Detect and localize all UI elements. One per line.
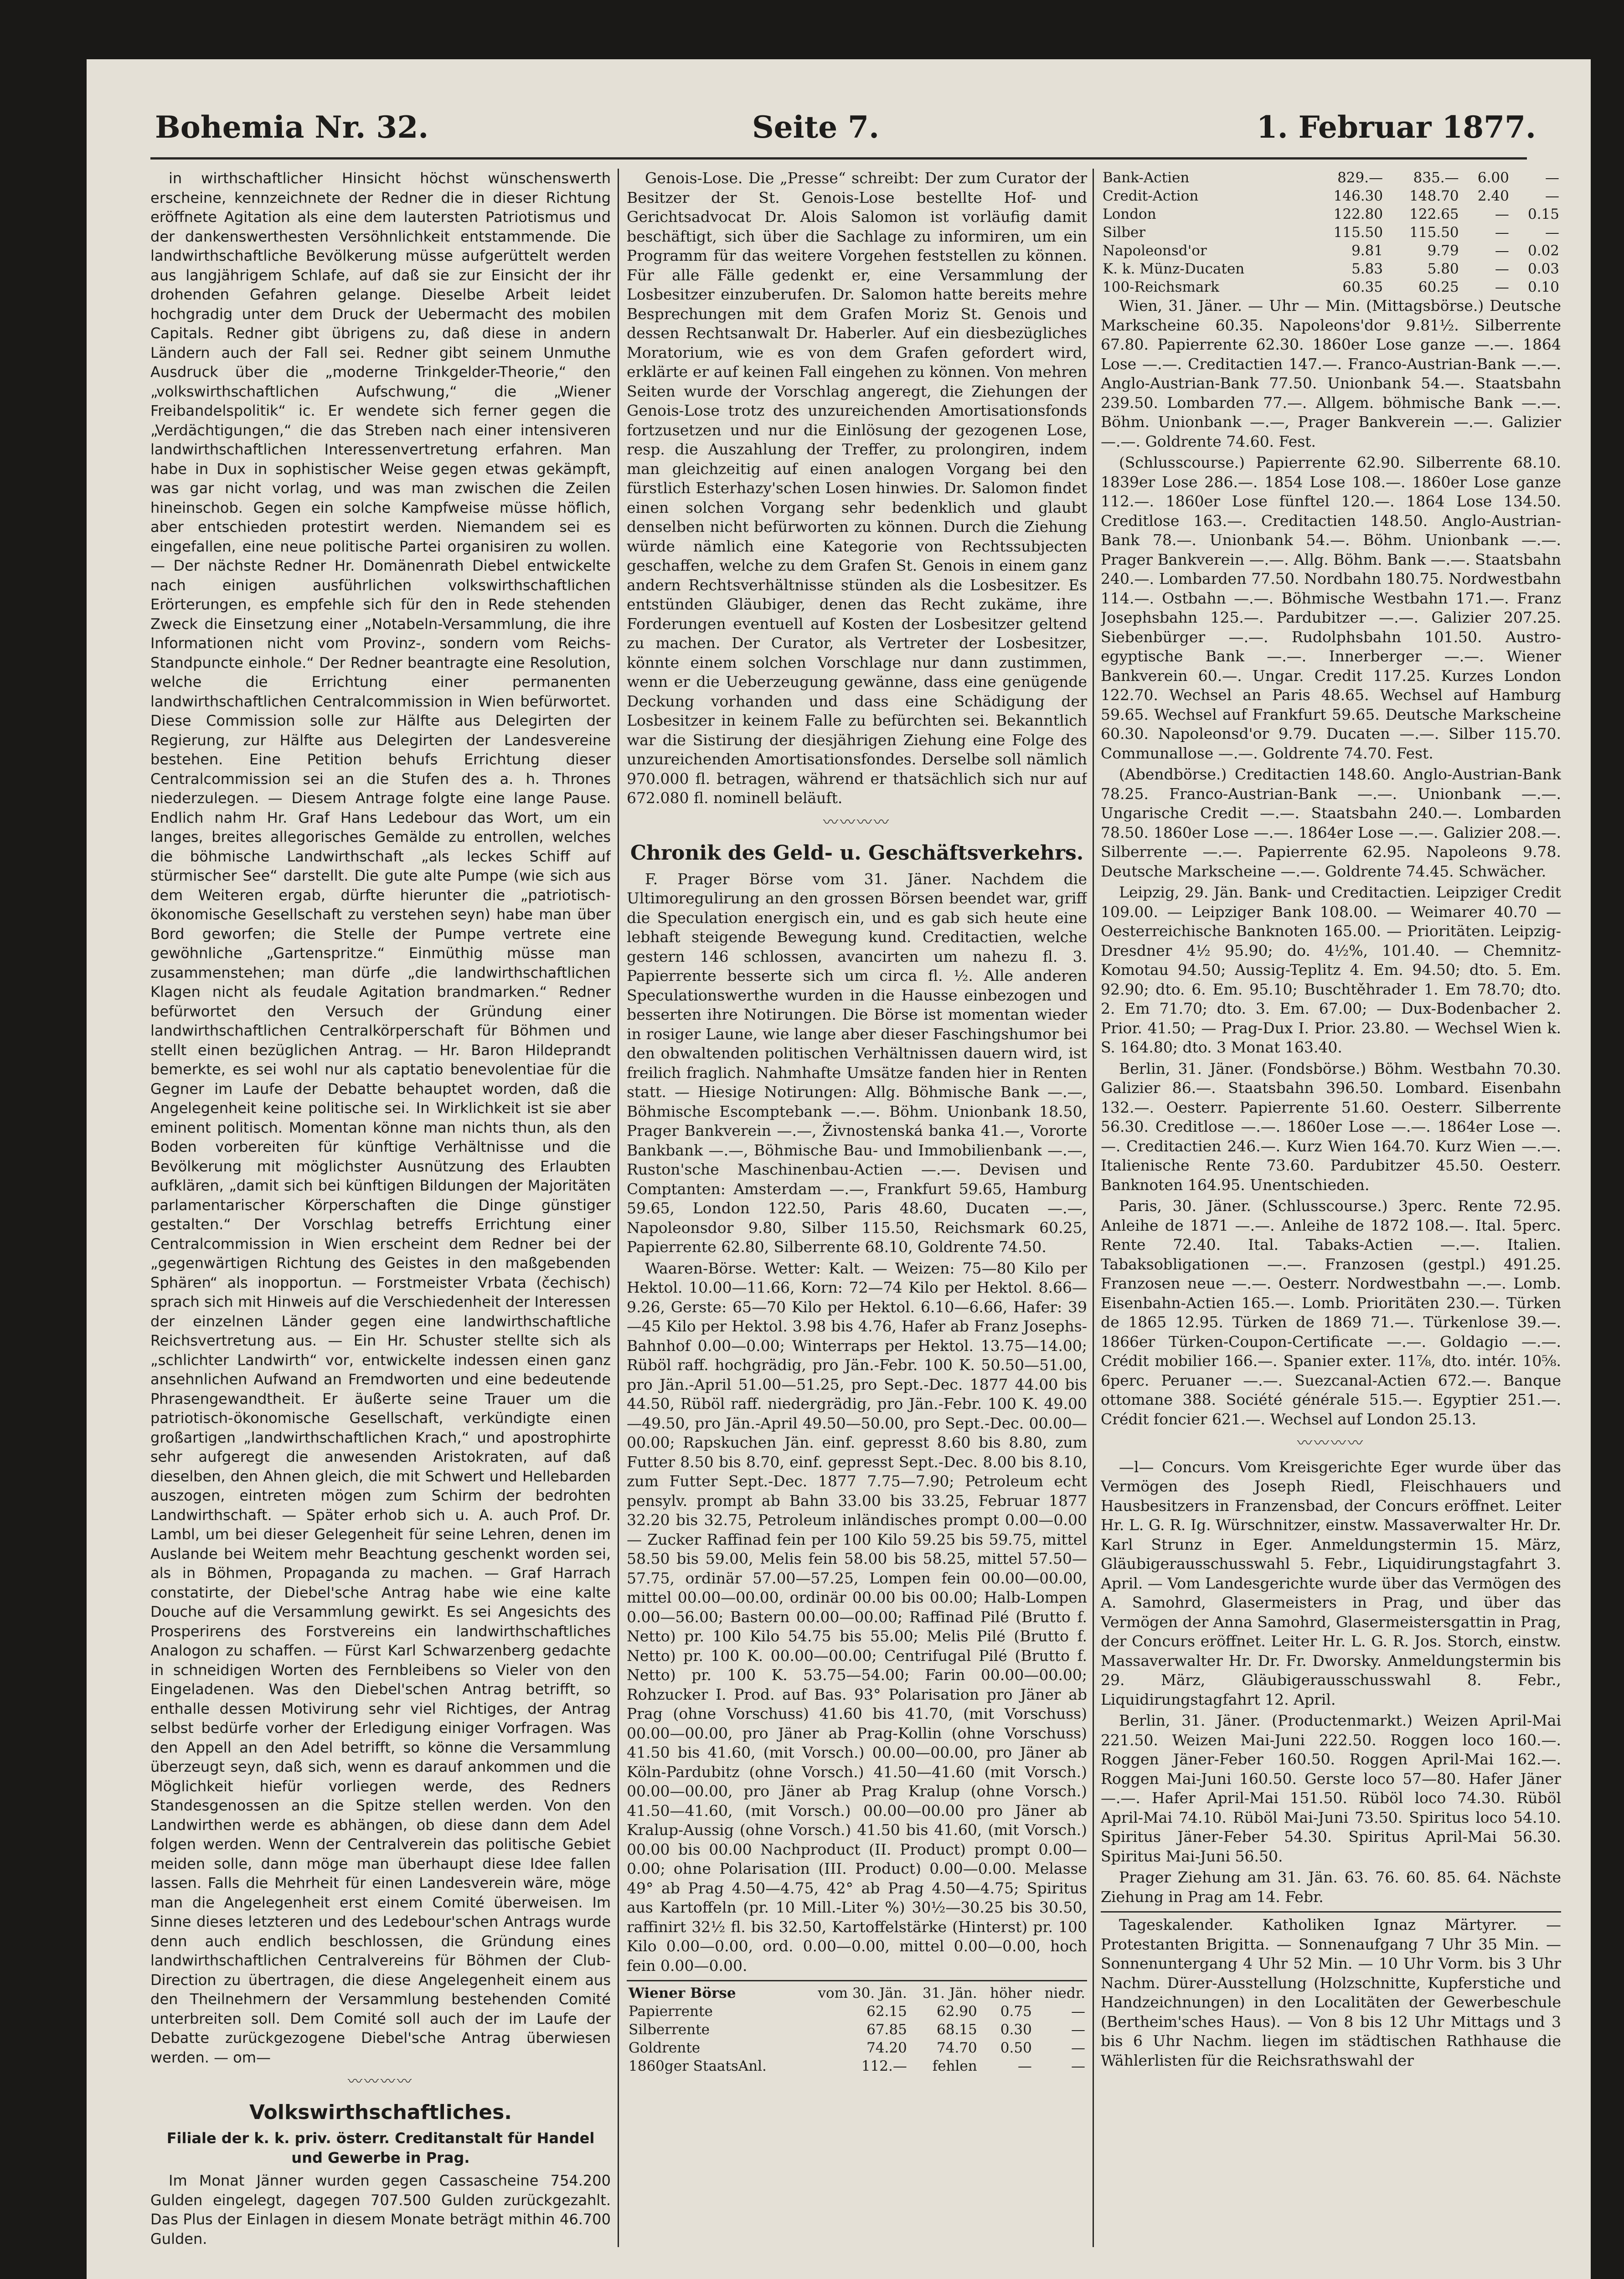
table-cell: 2.40 [1477,188,1509,204]
table-cell: 60.25 [1418,279,1459,295]
market-report: Paris, 30. Jäner. (Schlusscourse.) 3perc. Rente 72.95. Anleihe de 1871 —.—. Anleihe de 1872 108.—. Ital. 5perc. Rente 72.40. Ital. Tabaks-Actien —.—. Italien. Tabaksobligationen —.—. Franzosen (gestpl.) 491.25. Franzosen neue —.—. Oesterr. Nordwestbahn —.—. Lomb. Eisenbahn-Actien 165.—. Lomb. Prioritäten 230.—. Türken de 1865 12.95. Türken de 1869 71.—. Türkenlose 39.—. 1866er Türken-Coupon-Certificate —.—. Goldagio —.—. Crédit mobilier 166.—. Spanier exter. 11⅞, dto. intér. 10⅝. 6perc. Peruaner —.—. Suezcanal-Actien 672.—. Banque ottomane 388. Société générale 515.—. Egyptier 251.—. Crédit foncier 621.—. Wechsel auf London 25.13. [1101,1197,1561,1428]
table-cell: 829.— [1337,170,1383,186]
table-cell: Silberrente [629,2021,710,2038]
table-cell: 1860ger StaatsAnl. [629,2058,767,2074]
table-cell: Credit-Action [1103,188,1199,204]
table-cell: Goldrente [629,2040,701,2056]
wiener-boerse-table [627,1980,1087,2075]
article-title: Filiale der k. k. priv. österr. Creditanstalt für Handel und Gewerbe in Prag. [166,2129,595,2166]
concurs-notice: —l— Concurs. Vom Kreisgerichte Eger wurde über das Vermögen des Joseph Riedl, Fleischhauers und Hausbesitzers in Franzensbad, der Concurs eröffnet. Leiter Hr. L. G. R. Ig. Würschnitzer, einstw. Massaverwalter Hr. Dr. Karl Strunz in Eger. Anmeldungstermin 15. März, Gläubigerausschusswahl 5. Febr., Liquidirungstagfahrt 3. April. — Vom Landesgerichte wurde über das Vermögen des A. Samohrd, Glasermeisters in Prag, und über das Vermögen der Anna Samohrd, Glasermeistersgattin in Prag, der Concurs eröffnet. Leiter Hr. L. G. R. Jos. Storch, einstw. Massaverwalter Hr. Dr. Fr. Dworsky. Anmeldungstermin bis 29. März, Gläubigerausschusswahl 8. Febr., Liquidirungstagfahrt 12. April. [1101,1458,1561,1708]
table-cell: 115.50 [1333,224,1383,241]
table-cell: — [1545,188,1559,204]
table-row [1101,187,1561,205]
market-report: Leipzig, 29. Jän. Bank- und Creditactien. Leipziger Credit 109.00. — Leipziger Bank 108.00. — Weimarer 40.70 — Oesterreichische Banknoten 165.00. — Prioritäten. Leipzig-Dresdner 4½ 95.90; do. 4½%, 101.40. — Chemnitz-Komotau 94.50; Aussig-Teplitz 4. Em. 94.50; dto. 5. Em. 92.90; dto. 6. Em. 95.10; Buschtěhrader 1. Em 78.70; dto. 2. Em 71.70; dto. 3. Em. 67.00; — Dux-Bodenbacher 2. Prior. 41.50; — Prag-Dux I. Prior. 23.80. — Wechsel Wien k. S. 164.80; dto. 3 Monat 163.40. [1101,883,1561,1056]
separator: 〰〰〰〰 [1297,1434,1365,1452]
table-cell: 62.15 [866,2003,907,2020]
column-3 [1101,169,1561,2256]
table-cell: — [1545,170,1559,186]
table-cell: 0.50 [1000,2040,1032,2056]
table-row [627,2057,1087,2075]
column-1 [150,169,611,2256]
table-row [627,2002,1087,2021]
table-cell: — [1017,2058,1032,2074]
table-title: Wiener Börse [629,1985,736,2001]
table-cell: 68.15 [937,2021,977,2038]
article-text: Waaren-Börse. Wetter: Kalt. — Weizen: 75—80 Kilo per Hektol. 10.00—11.66, Korn: 72—74 Kilo per Hektol. 8.66—9.26, Gerste: 65—70 Kilo per Hektol. 6.10—6.66, Hafer: 39—45 Kilo per Hektol. 3.98 bis 4.76, Hafer ab Franz Josephs-Bahnhof 0.00—0.00; Winterraps per Hektol. 13.75—14.00; Rüböl raff. hochgrädig, pro Jän.-Febr. 100 K. 50.50—51.00, pro Jän.-April 51.00—51.25, pro Sept.-Dec. 1877 44.00 bis 44.50, Rüböl raff. niedergrädig, pro Jän.-Febr. 100 K. 49.00—49.50, pro Jän.-April 49.50—50.00, pro Sept.-Dec. 00.00—00.00; Rapskuchen Jän. einf. gepresst 8.60 bis 8.80, zum Futter 8.50 bis 8.70, einf. gepresst Sept.-Dec. 8.00 bis 8.10, zum Futter Sept.-Dec. 1877 7.75—7.90; Petroleum echt pensylv. prompt ab Bahn 33.00 bis 33.25, Februar 1877 32.20 bis 32.75, Petroleum inländisches prompt 0.00—0.00 — Zucker Raffinad fein per 100 Kilo 59.25 bis 59.75, mittel 58.50 bis 59.00, Melis fein 58.00 bis 58.25, mittel 57.50—57.75, ordinär 57.00—57.25, Lompen fein 00.00—00.00, mittel 00.00—00.00, ordinär 00.00 bis 00.00; Halb-Lompen 0.00—56.00; Bastern 00.00—00.00; Raffinad Pilé (Brutto f. Netto) pr. 100 Kilo 54.75 bis 55.00; Melis Pilé (Brutto f. Netto) pr. 100 K. 00.00—00.00; Centrifugal Pilé (Brutto f. Netto) pr. 100 K. 53.75—54.00; Farin 00.00—00.00; Rohzucker I. Prod. auf Bas. 93° Polarisation pro Jäner ab Prag (ohne Vorschuss) 41.60 bis 41.70, (mit Vorschuss) 00.00—00.00, pro Jäner ab Prag-Kollin (ohne Vorschuss) 41.50 bis 41.60, (mit Vorsch.) 00.00—00.00, pro Jäner ab Köln-Pardubitz (ohne Vorsch.) 41.50—41.60 (mit Vorsch.) 00.00—00.00, pro Jäner ab Prag Kralup (ohne Vorsch.) 41.50—41.60, (mit Vorsch.) 00.00—00.00 pro Jäner ab Kralup-Aussig (ohne Vorsch.) 41.50 bis 41.60, (mit Vorsch.) 00.00 bis 00.00 Nachproduct (II. Product) prompt 0.00—0.00; ohne Polarisation (III. Product) 0.00—0.00. Melasse 49° ab Prag 4.50—4.75, 42° ab Prag 4.50—4.75; Spiritus aus Kartoffeln (pr. 10 Mill.-Liter %) 30½—30.25 bis 30.50, raffinirt 32½ fl. bis 32.50, Kartoffelstärke (Hinterst) pr. 100 Kilo 0.00—0.00, ord. 0.00—0.00, mittel 0.00—0.00, hoch fein 0.00—0.00. [627,1259,1087,1975]
column-header: vom 30. Jän. [818,1985,907,2001]
section-title: Volkswirthschaftliches. [249,2100,512,2124]
table-cell: 146.30 [1333,188,1383,204]
table-cell: 0.10 [1527,279,1559,295]
table-row [1101,223,1561,242]
lottery-notice: Prager Ziehung am 31. Jän. 63. 76. 60. 85. 64. Nächste Ziehung in Prag am 14. Febr. [1101,1868,1561,1906]
table-cell: — [1071,2021,1085,2038]
table-cell: — [1071,2040,1085,2056]
table-cell: Papierrente [629,2003,713,2020]
table-cell: — [1495,242,1509,259]
table-cell: — [1495,224,1509,241]
separator: 〰〰〰〰 [347,2073,413,2090]
table-cell: 74.70 [937,2040,977,2056]
column-2 [627,169,1087,2256]
table-cell: — [1545,224,1559,241]
table-cell: 0.30 [1000,2021,1032,2038]
market-report: (Abendbörse.) Creditactien 148.60. Anglo-Austrian-Bank 78.25. Franco-Austrian-Bank —.—. Unionbank —.—. Ungarische Credit —.—. Staatsbahn 240.—. Lombarden 78.50. 1860er Lose —.—. 1864er Lose —.—. Galizier 208.—. Silberrente —.—. Papierrente 62.95. Napoleons 9.78. Deutsche Markscheine —.—. Goldrente 74.45. Schwächer. [1101,765,1561,880]
table-cell: — [1071,2058,1085,2074]
page-number: Seite 7. [752,109,880,145]
table-cell: — [1495,279,1509,295]
table-cell: 835.— [1413,170,1459,186]
table-cell: 74.20 [866,2040,907,2056]
column-divider [1093,169,1094,2247]
table-row [1101,260,1561,278]
table-cell: 60.35 [1342,279,1383,295]
table-cell: 0.75 [1000,2003,1032,2020]
table-row [1101,278,1561,296]
article-text: in wirthschaftlicher Hinsicht höchst wünschenswerth erscheine, kennzeichnete der Redner die in dieser Richtung eröffnete Agitation als eine dem lautersten Patriotismus und der dankenswerthesten Versöhnlichkeit entstammende. Die landwirthschaftliche Bevölkerung müsse aufgerüttelt werden aus langjährigem Schlafe, auf daß sie zur Einsicht der ihr drohenden Gefahren gelange. Dieselbe Arbeit leidet hochgradig unter dem Druck der Uebermacht des mobilen Capitals. Redner gibt übrigens zu, daß diese in andern Ländern auch der Fall sei. Redner gibt seinem Unmuthe Ausdruck über die „moderne Trinkgelder-Theorie,“ den „volkswirthschaftlichen Aufschwung,“ die „Wiener Freibandelspolitik“ ic. Er wendete sich ferner gegen die „Verdächtigungen,“ die das Streben nach einer intensiveren landwirthschaftlichen Interessenvertretung erfahren. Man habe in Dux in sophistischer Weise gegen etwas gekämpft, was gar nicht vorlag, und was man zwischen die Zeilen hineinschob. Gegen ein solche Kampfweise müsse höflich, aber entschieden protestirt werden. Niemandem sei es eingefallen, eine neue politische Partei organisiren zu wollen. — Der nächste Redner Hr. Domänenrath Diebel entwickelte nach einigen ausführlichen volkswirthschaftlichen Erörterungen, es empfehle sich für den in Rede stehenden Zweck die Einsetzung einer „Notabeln-Versammlung, die ihre Informationen nicht vom Provinz-, sondern vom Reichs-Standpuncte einhole.“ Der Redner beantragte eine Resolution, welche die Errichtung einer permanenten landwirthschaftlichen Centralcommission in Wien befürwortet. Diese Commission solle zur Hälfte aus Delegirten der Regierung, zur Hälfte aus Delegirten der Landesvereine bestehen. Eine Petition behufs Errichtung dieser Centralcommission sei an die Stufen des a. h. Thrones niederzulegen. — Diesem Antrage folgte eine lange Pause. Endlich nahm Hr. Graf Hans Ledebour das Wort, um ein langes, breites allegorisches Gemälde zu entrollen, welches die böhmische Landwirthschaft „als leckes Schiff auf stürmischer See“ darstellt. Die gute alte Pumpe (wie sich aus dem Weiteren ergab, dürfte hierunter die „patriotisch-ökonomische Gesellschaft zu verstehen seyn) habe man über Bord geworfen; die Stelle der Pumpe vertrete eine gewöhnliche „Gartenspritze.“ Einmüthig müsse man zusammenstehen; man dürfe „die landwirthschaftlichen Klagen nicht als feudale Agitation brandmarken.“ Redner befürwortet den Versuch der Gründung einer landwirthschaftlichen Centralkörperschaft für Böhmen und stellt einen bezüglichen Antrag. — Hr. Baron Hildeprandt bemerkte, es sei wohl nur als captatio benevolentiae für die Gegner im Laufe der Debatte behauptet worden, daß die Angelegenheit keine politische sei. In Wirklichkeit ist sie aber eminent politisch. Momentan könne man nichts thun, als den Boden vorbereiten für künftige Verhältnisse und die Bevölkerung mit möglichster Ausnützung des Erlaubten aufklären, „damit sich bei künftigen Bildungen der Majoritäten parlamentarischer Körperschaften die Dinge günstiger gestalten.“ Der Vorschlag betreffs Errichtung einer Centralcommission in Wien erscheint dem Redner bei der „gegenwärtigen Richtung des Geistes in den maßgebenden Sphären“ als inopportun. — Forstmeister Vrbata (čechisch) sprach sich mit Hinweis auf die Verschiedenheit der Interessen der einzelnen Länder gegen eine landwirthschaftliche Reichsvertretung aus. — Ein Hr. Schuster stellte sich als „schlichter Landwirth“ vor, entwickelte indessen einen ganz ansehnlichen Aufwand an Fremdworten und eine bedeutende Phrasengewandtheit. Er äußerte seine Trauer um die patriotisch-ökonomische Gesellschaft, verkündigte einen großartigen „landwirthschaftlichen Krach,“ und apostrophirte sehr aufgeregt die anwesenden Aristokraten, auf daß dieselben, den Ahnen gleich, die mit Schwert und Hellebarden auszogen, eintreten mögen zum Schirm der bedrohten Landwirthschaft. — Später erhob sich u. A. auch Prof. Dr. Lambl, um bei dieser Gelegenheit für seine Lehren, denen im Auslande bei Weitem mehr Beachtung geschenkt worden sei, als in Böhmen, Propaganda zu machen. — Graf Harrach constatirte, der Diebel'sche Antrag habe wie eine kalte Douche auf die Versammlung gewirkt. Es sei Angesichts des Prosperirens des Forstvereins ein landwirthschaftliches Analogon zu schaffen. — Fürst Karl Schwarzenberg gedachte in schneidigen Worten des Fernbleibens so Vieler von den Eingeladenen. Was den Diebel'schen Antrag betrifft, so enthalle dessen Motivirung sehr viel Richtiges, der Antrag selbst bedürfe vorher der Erledigung einiger Vorfragen. Was den Appell an den Adel betrifft, so könne die Versammlung überzeugt seyn, daß sich, wenn es darauf ankommen und die Möglichkeit hiefür vorliegen werde, des Redners Standesgenossen an die Spitze stellen werden. Von den Landwirthen werde es abhängen, ob diese dann dem Adel folgen werden. Wenn der Centralverein das politische Gebiet meiden solle, dann möge man überhaupt diese Idee fallen lassen. Falls die Mehrheit für einen Landesverein wäre, möge man die Angelegenheit erst einem Comité überweisen. Im Sinne dieses letzteren und des Ledebour'schen Antrags wurde denn auch endlich beschlossen, die Gründung eines landwirthschaftlichen Centralvereins für Böhmen der Club-Direction zu übertragen, die diese Angelegenheit einem aus den Theilnehmern der Versammlung bestehenden Comité unterbreiten soll. Dem Comité soll auch der im Laufe der Debatte zurückgezogene Diebel'sche Antrag überwiesen werden. — om— [150,170,611,2066]
issue-date: 1. Februar 1877. [1256,109,1536,145]
section-title: Chronik des Geld- u. Geschäftsverkehrs. [630,841,1084,865]
table-cell: 62.90 [937,2003,977,2020]
table-cell: 100-Reichsmark [1103,279,1219,295]
table-cell: 67.85 [866,2021,907,2038]
table-cell: 112.— [861,2058,907,2074]
table-cell: 122.80 [1333,206,1383,222]
column-header: niedr. [1044,1985,1085,2001]
article-text: Im Monat Jänner wurden gegen Cassascheine 754.200 Gulden eingelegt, dagegen 707.500 Gulden zurückgezahlt. Das Plus der Einlagen in diesem Monate beträgt mithin 46.700 Gulden. [150,2172,611,2248]
header-rule [150,157,1527,160]
table-cell: 0.15 [1527,206,1559,222]
market-report: Berlin, 31. Jäner. (Fondsbörse.) Böhm. Westbahn 70.30. Galizier 86.—. Staatsbahn 396.50. Lombard. Eisenbahn 132.—. Oesterr. Papierrente 51.60. Oesterr. Silberrente 56.30. Creditlose —.—. 1860er Lose —.—. 1864er Lose —.—. Creditactien 246.—. Kurz Wien 164.70. Kurz Wien —.—. Italienische Rente 73.60. Pardubitzer 45.50. Oesterr. Banknoten 164.95. Unentschieden. [1101,1059,1561,1194]
table-header-row [627,1984,1087,2002]
article-text: F. Prager Börse vom 31. Jäner. Nachdem die Ultimoregulirung an den grossen Börsen beendet war, griff die Speculation energisch ein, und es gab sich heute eine lebhaft steigende Bewegung kund. Creditactien, welche gestern 146 schlossen, avancirten um nahezu fl. 3. Papierrente besserte sich um circa fl. ½. Alle anderen Speculationswerthe wurden in die Hausse einbezogen und besserten ihre Notirungen. Die Börse ist momentan wieder in rosiger Laune, wie lange aber dieser Faschingshumor bei den obwaltenden politischen Verhältnissen dauern wird, ist freilich fraglich. Nahmhafte Umsätze fanden hier in Renten statt. — Hiesige Notirungen: Allg. Böhmische Bank —.—, Böhmische Escomptebank —.—. Böhm. Unionbank 18.50, Prager Bankverein —.—, Živnostenská banka 41.—, Vororte Bankbank —.—, Böhmische Bau- und Immobilienbank —.—, Ruston'sche Maschinenbau-Actien —.—. Devisen und Comptanten: Amsterdam —.—, Frankfurt 59.65, Hamburg 59.65, London 122.50, Paris 48.60, Ducaten —.—, Napoleonsdor 9.80, Silber 115.50, Reichsmark 60.25, Papierrente 62.80, Silberrente 68.10, Goldrente 74.50. [627,870,1087,1256]
table-row [1101,242,1561,260]
market-report: Wien, 31. Jäner. — Uhr — Min. (Mittagsbörse.) Deutsche Markscheine 60.35. Napoleons'dor 9.81½. Silberrente 67.80. Papierrente 62.30. 1860er Lose ganze —.—. 1864 Lose —.—. Creditactien 147.—. Franco-Austrian-Bank —.—. Anglo-Austrian-Bank 77.50. Unionbank 54.—. Staatsbahn 239.50. Lombarden 77.—. Allgem. böhmische Bank —.—. Böhm. Unionbank —.—, Prager Bankverein —.—. Galizier —.—. Goldrente 74.60. Fest. [1101,297,1561,450]
separator: 〰〰〰〰 [823,813,891,831]
table-row [627,2039,1087,2057]
table-cell: Napoleonsd'or [1103,242,1207,259]
exchange-rates-table [1101,169,1561,296]
newspaper-page [87,59,1591,2279]
column-divider [618,169,619,2247]
column-header: höher [990,1985,1032,2001]
table-cell: 5.80 [1427,261,1459,277]
table-cell: — [1495,206,1509,222]
table-cell: 122.65 [1409,206,1459,222]
table-cell: 9.79 [1427,242,1459,259]
table-cell: 0.02 [1527,242,1559,259]
day-calendar: Tageskalender. Katholiken Ignaz Märtyrer. — Protestanten Brigitta. — Sonnenaufgang 7 Uhr 35 Min. — Sonnenuntergang 4 Uhr 52 Min. — 10 Uhr Vorm. bis 3 Uhr Nachm. Dürer-Ausstellung (Holzschnitte, Kupferstiche und Handzeichnungen) in den Localitäten der Gewerbeschule (Bertheim'sches Haus). — Von 8 bis 12 Uhr Mittags und 3 bis 6 Uhr Nachm. liegen im städtischen Rathhause die Wählerlisten für die Reichsrathswahl der [1101,1911,1561,2070]
market-report: Berlin, 31. Jäner. (Productenmarkt.) Weizen April-Mai 221.50. Weizen Mai-Juni 222.50. Roggen loco 160.—. Roggen Jäner-Feber 160.50. Roggen April-Mai 162.—. Roggen Mai-Juni 160.50. Gerste loco 57—80. Hafer Jäner —.—. Hafer April-Mai 151.50. Rüböl loco 74.30. Rüböl April-Mai 74.10. Rüböl Mai-Juni 73.50. Spiritus loco 54.10. Spiritus Jäner-Feber 54.30. Spiritus April-Mai 56.30. Spiritus Mai-Juni 56.50. [1101,1712,1561,1865]
column-header: 31. Jän. [922,1985,977,2001]
table-cell: fehlen [932,2058,977,2074]
table-cell: — [1495,261,1509,277]
table-cell: K. k. Münz-Ducaten [1103,261,1245,277]
table-cell: 5.83 [1351,261,1383,277]
table-cell: 0.03 [1527,261,1559,277]
table-row [627,2021,1087,2039]
table-row [1101,169,1561,187]
table-cell: Silber [1103,224,1146,241]
table-cell: 148.70 [1409,188,1459,204]
masthead-left: Bohemia Nr. 32. [155,109,429,145]
article-text: Genois-Lose. Die „Presse“ schreibt: Der zum Curator der Besitzer der St. Genois-Lose bestellte Hof- und Gerichtsadvocat Dr. Alois Salomon ist vorläufig damit beschäftigt, sich über die Sachlage zu informiren, um ein Programm für das weitere Vorgehen feststellen zu können. Für alle Fälle gedenkt er, eine Versammlung der Losbesitzer einzuberufen. Dr. Salomon hatte bereits mehre Besprechungen mit dem Grafen Moriz St. Genois und dessen Rechtsanwalt Dr. Haberler. Auf ein diesbezügliches Moratorium, wie es von dem Grafen gefordert wird, erklärte er auf keinen Fall eingehen zu können. Von mehren Seiten wurde der Vorschlag angeregt, die Ziehungen der Genois-Lose trotz des unzureichenden Amortisationsfonds fortzusetzen und nur die Einlösung der gezogenen Lose, resp. die Auszahlung der Treffer, zu prolongiren, indem man gleichzeitig auf einen analogen Vorgang bei den fürstlich Esterhazy'schen Losen hinwies. Dr. Salomon findet einen solchen Vorgang sehr bedenklich und glaubt denselben nicht befürworten zu können. Durch die Ziehung würde nämlich eine Kategorie von Rechtssubjecten geschaffen, welche zu dem Grafen St. Genois in einem ganz andern Rechtsverhältnisse stünden als die Losbesitzer. Es entstünden Gläubiger, denen das Recht zukäme, ihre Forderungen eventuell auf Kosten der Losbesitzer geltend zu machen. Der Curator, als Vertreter der Losbesitzer, könnte einem solchen Vorschlage nur dann zustimmen, wenn er die Ueberzeugung gewänne, dass eine genügende Deckung vorhanden und dass eine Schädigung der Losbesitzer in keinem Falle zu befürchten sei. Bekanntlich war die Sistirung der diesjährigen Ziehung eine Folge des unzureichenden Amortisationsfondes. Derselbe soll nämlich 970.000 fl. betragen, während er thatsächlich sich nur auf 672.080 fl. nominell beläuft. [627,169,1087,807]
table-cell: 6.00 [1477,170,1509,186]
table-row [1101,205,1561,223]
table-cell: 115.50 [1409,224,1459,241]
market-report: (Schlusscourse.) Papierrente 62.90. Silberrente 68.10. 1839er Lose 286.—. 1854 Lose 108.—. 1860er Lose ganze 112.—. 1860er Lose fünftel 120.—. 1864 Lose 134.50. Creditlose 163.—. Creditactien 148.50. Anglo-Austrian-Bank 78.—. Unionbank 54.—. Böhm. Unionbank —.—. Prager Bankverein —.—. Allg. Böhm. Bank —.—. Staatsbahn 240.—. Lombarden 77.50. Nordbahn 180.75. Nordwestbahn 114.—. Ostbahn —.—. Böhmische Westbahn 171.—. Franz Josephsbahn 125.—. Pardubitzer —.—. Galizier 207.25. Siebenbürger —.—. Rudolphsbahn 101.50. Austro-egyptische Bank —.—. Innerberger —.—. Wiener Bankverein 60.—. Ungar. Credit 117.25. Kurzes London 122.70. Wechsel an Paris 48.65. Wechsel auf Hamburg 59.65. Wechsel auf Frankfurt 59.65. Deutsche Markscheine 60.30. Napoleonsd'or 9.79. Ducaten —.—. Silber 115.70. Communallose —.—. Goldrente 74.70. Fest. [1101,454,1561,762]
table-cell: 9.81 [1351,242,1383,259]
table-cell: London [1103,206,1156,222]
table-cell: — [1071,2003,1085,2020]
table-cell: Bank-Actien [1103,170,1190,186]
